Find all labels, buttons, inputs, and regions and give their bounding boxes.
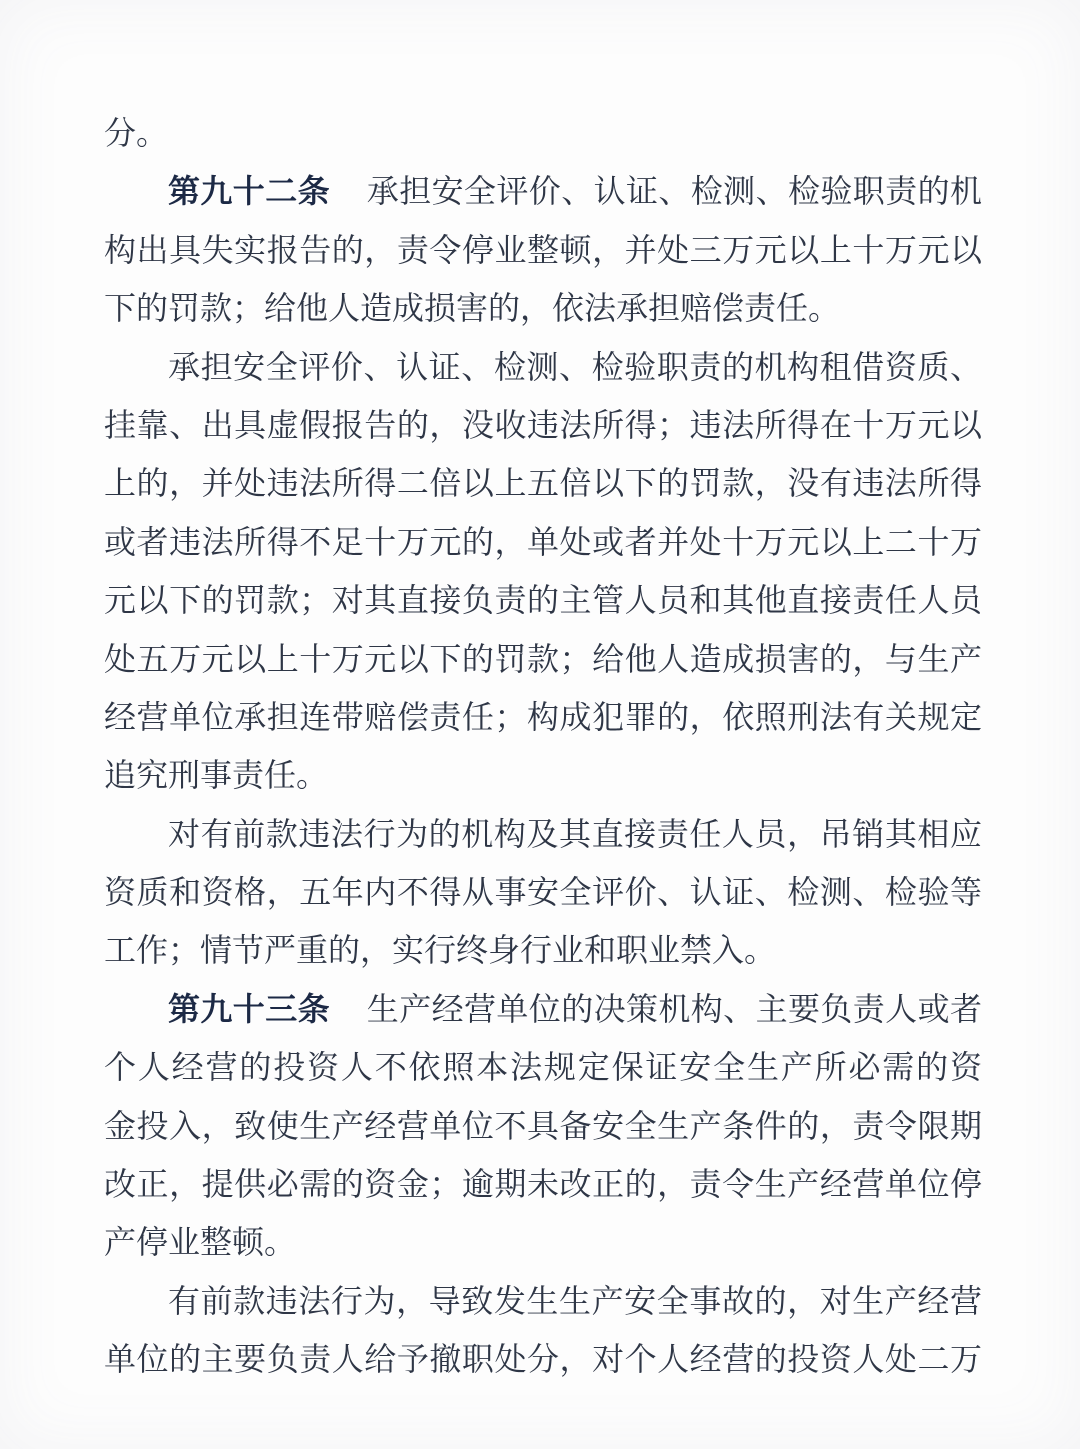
text-line: 承担安全评价、认证、检测、检验职责的机构租借资质、 — [168, 348, 982, 385]
text-line: 分。 — [104, 115, 169, 151]
text-line: 资质和资格，五年内不得从事安全评价、认证、检测、检验等 — [104, 874, 982, 911]
text-line: 挂靠、出具虚假报告的，没收违法所得；违法所得在十万元以 — [104, 406, 982, 443]
text-line: 工作；情节严重的，实行终身行业和职业禁入。 — [104, 932, 777, 969]
text-line — [104, 162, 982, 220]
article-number-92: 第九十二条 — [168, 173, 330, 210]
text-line: 经营单位承担连带赔偿责任；构成犯罪的，依照刑法有关规定 — [104, 698, 982, 735]
text-line: 元以下的罚款；对其直接负责的主管人员和其他直接责任人员 — [104, 582, 982, 619]
text-line: 构出具失实报告的，责令停业整顿，并处三万元以上十万元以 — [104, 231, 982, 268]
text-line: 或者违法所得不足十万元的，单处或者并处十万元以上二十万 — [104, 523, 982, 560]
text-line — [104, 980, 982, 1038]
text-line: 下的罚款；给他人造成损害的，依法承担赔偿责任。 — [104, 290, 841, 327]
text-line: 产停业整顿。 — [104, 1224, 297, 1261]
text-line: 改正，提供必需的资金；逾期未改正的，责令生产经营单位停 — [104, 1166, 982, 1203]
text-line: 金投入，致使生产经营单位不具备安全生产条件的，责令限期 — [104, 1107, 982, 1144]
text-line: 有前款违法行为，导致发生生产安全事故的，对生产经营 — [168, 1282, 982, 1319]
text-line: 追究刑事责任。 — [104, 757, 329, 794]
text-line: 对有前款违法行为的机构及其直接责任人员，吊销其相应 — [168, 815, 982, 852]
text-line: 个人经营的投资人不依照本法规定保证安全生产所必需的资 — [104, 1049, 982, 1086]
text-line: 处五万元以上十万元以下的罚款；给他人造成损害的，与生产 — [104, 640, 982, 677]
text-line: 上的，并处违法所得二倍以上五倍以下的罚款，没有违法所得 — [104, 465, 982, 502]
text-line: 单位的主要负责人给予撤职处分，对个人经营的投资人处二万 — [104, 1341, 982, 1378]
article-text: 承担安全评价、认证、检测、检验职责的机 — [366, 173, 982, 210]
article-number-93: 第九十三条 — [168, 990, 330, 1027]
article-text: 生产经营单位的决策机构、主要负责人或者 — [366, 990, 982, 1027]
